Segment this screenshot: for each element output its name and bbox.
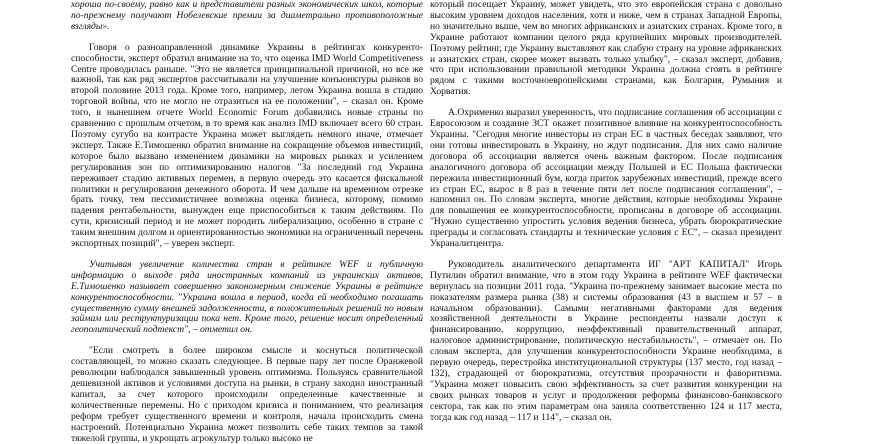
- right-paragraph-3: Руководитель аналитического департамента ИГ "АРТ КАПИТАЛ" Игорь Путилин обратил внимание, что в этом году Украина в рейтинге WEF фактически вернулась на позиции 2011 года. "Украина по-прежнему занимает высокие места по показателям размера рынка (38) и системы образования (43 в высшем и 57 – в начальном образовании). Самыми негативными факторами для ведения хозяйственной деятельности в Украине респонденты назвали доступ к финансированию, коррупцию, неэффективный правительственный аппарат, налоговое администрирование, политическую нестабильность", – отмечает он. По словам эксперта, для улучшения конкурентоспособности Украине необходима, в первую очередь, перестройка институциональной структуры (137 место, год назад – 132), страдающей от бюрократизма, отсутствия прозрачности и фаворитизма. "Украина может повысить свою эффективность за счет развития конкуренции на своих рынках товаров и услуг и продолжения реформы финансово-банковского сектора, так как по этим параметрам она заняла соответственно 124 и 117 места, тогда как год назад – 117 и 114", – сказал он.: [430, 258, 782, 423]
- left-paragraph-2: Говоря о разноаправленной динамике Украины в рейтингах конкуренто-способности, эксперт обратил внимание на то, что оценка IMD World Competitiveness Centre проводилась раньше. "Это не является принципиальной причиной, но все же важной, так как ряд экспертов рассчитывали на улучшение конъюнктуры рынков во второй половине 2013 года. Кроме того, например, летом Украина вошла в стадию торговой войны, что не могло не отразиться на ее положении", – сказал он. Кроме того, в нынешнем отчете World Economic Forum добавились новые страны по сравнению с прошлым отчетом, в то время как анализ IMD включает всего 60 стран. Поэтому сугубо на контрасте Украина может выглядеть немного иначе, отмечает эксперт. Также Е.Тимошенко обратил внимание на сокращение объемов инвестиций, которое было вызвано изменением динамики на мировых рынках и усилением регулирования зон по оптимизированию налогов "За последний год Украина переживает стадию активных перемен, в первую очередь это касается фискальной политики и регулирования денежного оборота. И чем дальше на временном отрезке брать точку, тем пессимистичнее возможна оценка бизнеса, которому, помимо падения рентабельности, вынужден еще приспособиться к таким действиям. По сути, кризисный период и не может породить либерализацию, особенно в стране с таким внешним долгом и ориентированностью экономики на ограниченный перечень экспортных позиций", – уверен эксперт.: [71, 41, 423, 250]
- left-paragraph-3: Учитывая увеличение количества стран в рейтинге WEF и публичную информацию о выходе ряда иностранных компаний из украинских активов, Е.Тимошенко называет совершенно закономерным снижение Украины в рейтинге конкурентоспособности. "Украина вошла в период, когда ей необходимо погашать существенную сумму внешней задолженности, в положительных решений по новым займам или реструктуризации пока нет. Кроме того, решение носит определенный геополитический подтекст", – отметил он.: [71, 258, 423, 336]
- left-column: [71, 0, 423, 444]
- left-paragraph-1: хороша по-своему, равно как и представители разных экономических школ, которые по-прежнему получают Нобелевские премии за диаметрально противоположные взгляды».: [71, 0, 423, 32]
- right-paragraph-1: который посещает Украину, может увидеть, что это европейская страна с довольно высоким уровнем доходов населения, хотя и ниже, чем в странах Западной Европы, но значительно выше, чем во многих африканских и азиатских странах. Кроме того, в Украине работают компании целого ряда крупнейших мировых производителей. Поэтому рейтинг, где Украину выставляют как слабую страну на уровне африканских и азиатских стран, скорее может вызвать только улыбку", – сказал эксперт, добавив, что при использовании правильной методики Украина должна стоять в рейтинге рядом с такими восточноевропейскими странами, как Болгария, Румыния и Хорватия.: [430, 0, 782, 98]
- right-column: [430, 0, 782, 423]
- right-paragraph-2: А.Охрименко выразил уверенность, что подписание соглашения об ассоциации с Евросоюзом и создание ЗСТ окажет позитивное влияние на конкурентоспособность Украины. "Сегодня многие инвесторы из стран ЕС в частных беседах заявляют, что они готовы инвестировать в Украину, но ждут подписания. Для них само наличие договора об ассоциации является очень важным фактором. После подписания аналогичного договора об ассоциации между Польшей и ЕС Польша фактически пережила инвестиционный бум, когда приток зарубежных инвестиций, прежде всего из стран ЕС, вырос в 8 раз в течение пяти лет после подписания соглашения", – напомнил он. По словам эксперта, многие действия, которые необходимы Украине для повышения ее конкурентоспособности, прописаны в договоре об ассоциации. "Нужно существенно упростить условия ведения бизнеса, убрать бюрократические преграды и согласовать стандарты и технические условия с ЕС", – сказал президент Украналитцентра.: [430, 107, 782, 250]
- left-paragraph-4: "Если смотреть в более широком смысле и коснуться политической составляющей, то можно сказать следующее. В первые пару лет после Оранжевой революции наблюдался завышенный уровень оптимизма. Пользуясь сравнительной дешевизной активов и условиями доступа на рынки, в страну заходил иностранный капитал, за счет которого происходили определенные качественные и количественные перемены. Но с приходом кризиса и пониманием, что реализация реформ требует существенного времени и контроля, начала происходить смена настроений. Потенциально Украина может позволить себе таких темпов за такой тяжелой группы, и укрощать агрокультур только высоко не: [71, 345, 423, 444]
